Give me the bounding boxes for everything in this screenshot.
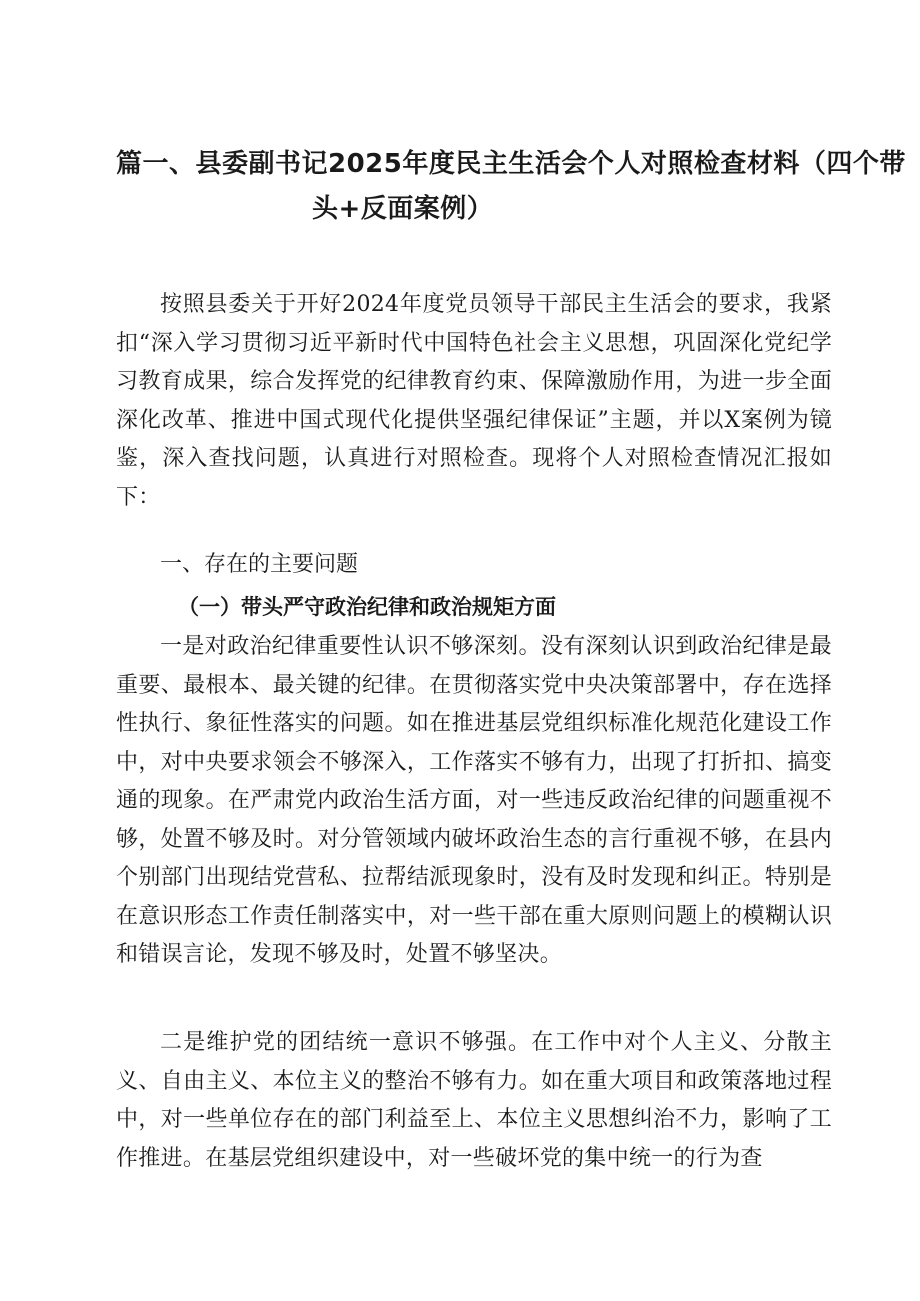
intro-paragraph: 按照县委关于开好2024年度党员领导干部民主生活会的要求，我紧扣“深入学习贯彻习近平新时代中国特色社会主义思想，巩固深化党纪学习教育成果，综合发挥党的纪律教育约束、保障激励作用，为进一步全面深化改革、推进中国式现代化提供坚强纪律保证”主题，并以X案例为镜鉴，深入查找问题，认真进行对照检查。现将个人对照检查情况汇报如下： xyxy=(116,292,832,510)
section-heading-problems: 一、存在的主要问题 xyxy=(160,552,359,577)
body-paragraph-2: 二是维护党的团结统一意识不够强。在工作中对个人主义、分散主义、自由主义、本位主义的整治不够有力。如在重大项目和政策落地过程中，对一些单位存在的部门利益至上、本位主义思想纠治不力，影响了工作推进。在基层党组织建设中，对一些破坏党的集中统一的行为查 xyxy=(116,1030,832,1171)
subsection-heading-political-discipline: （一）带头严守政治纪律和政治规矩方面 xyxy=(178,594,556,619)
title-line-1: 篇一、县委副书记2025年度民主生活会个人对照检查材料（四个带 xyxy=(116,149,906,179)
title-line-2: 头+反面案例） xyxy=(312,194,494,224)
body-paragraph-1: 一是对政治纪律重要性认识不够深刻。没有深刻认识到政治纪律是最重要、最根本、最关键的纪律。在贯彻落实党中央决策部署中，存在选择性执行、象征性落实的问题。如在推进基层党组织标准化规范化建设工作中，对中央要求领会不够深入，工作落实不够有力，出现了打折扣、搞变通的现象。在严肃党内政治生活方面，对一些违反政治纪律的问题重视不够，处置不够及时。对分管领域内破坏政治生态的言行重视不够，在县内个别部门出现结党营私、拉帮结派现象时，没有及时发现和纠正。特别是在意识形态工作责任制落实中，对一些干部在重大原则问题上的模糊认识和错误言论，发现不够及时，处置不够坚决。 xyxy=(116,634,832,967)
document-title xyxy=(116,142,906,232)
